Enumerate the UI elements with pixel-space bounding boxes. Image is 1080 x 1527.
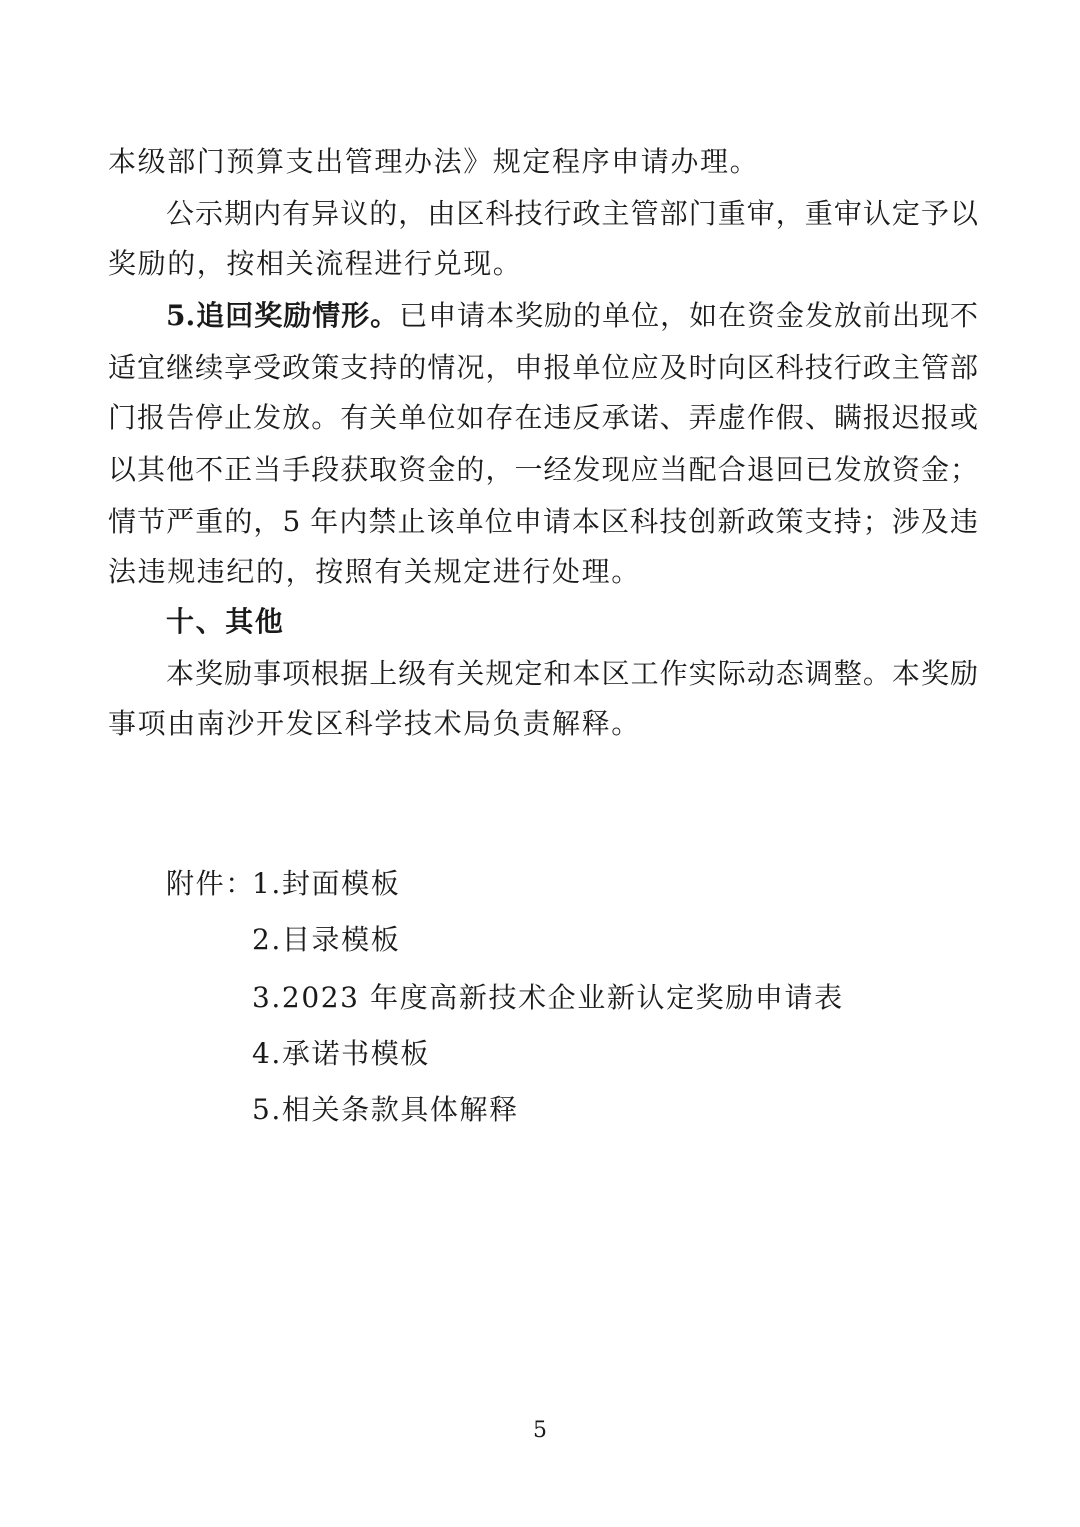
attachment-item: 1.封面模板	[252, 867, 401, 900]
paragraph-line	[166, 296, 978, 336]
paragraph-line: 事项由南沙开发区科学技术局负责解释。	[108, 707, 641, 740]
paragraph-line: 门报告停止发放。有关单位如存在违反承诺、弄虚作假、瞒报迟报或	[108, 401, 978, 434]
attachment-item: 5.相关条款具体解释	[252, 1093, 519, 1126]
attachments-label: 附件：	[166, 867, 255, 900]
page-number: 5	[533, 1418, 547, 1443]
attachment-item: 2.目录模板	[252, 923, 401, 956]
clause-text: 已申请本奖励的单位，如在资金发放前出现不	[399, 299, 978, 332]
paragraph-line: 以其他不正当手段获取资金的，一经发现应当配合退回已发放资金；	[108, 453, 978, 486]
paragraph-line: 法违规违纪的，按照有关规定进行处理。	[108, 555, 641, 588]
clause-heading: 5.追回奖励情形。	[166, 299, 400, 332]
paragraph-line: 情节严重的，5 年内禁止该单位申请本区科技创新政策支持；涉及违	[108, 505, 978, 538]
attachment-item: 3.2023 年度高新技术企业新认定奖励申请表	[252, 981, 844, 1014]
paragraph-line: 公示期内有异议的，由区科技行政主管部门重审，重审认定予以	[166, 197, 978, 230]
section-heading: 十、其他	[166, 605, 285, 638]
paragraph-line: 奖励的，按相关流程进行兑现。	[108, 247, 523, 280]
paragraph-line: 适宜继续享受政策支持的情况，申报单位应及时向区科技行政主管部	[108, 351, 978, 384]
paragraph-line: 本奖励事项根据上级有关规定和本区工作实际动态调整。本奖励	[166, 657, 978, 690]
attachment-item: 4.承诺书模板	[252, 1037, 430, 1070]
paragraph-line: 本级部门预算支出管理办法》规定程序申请办理。	[108, 145, 760, 178]
